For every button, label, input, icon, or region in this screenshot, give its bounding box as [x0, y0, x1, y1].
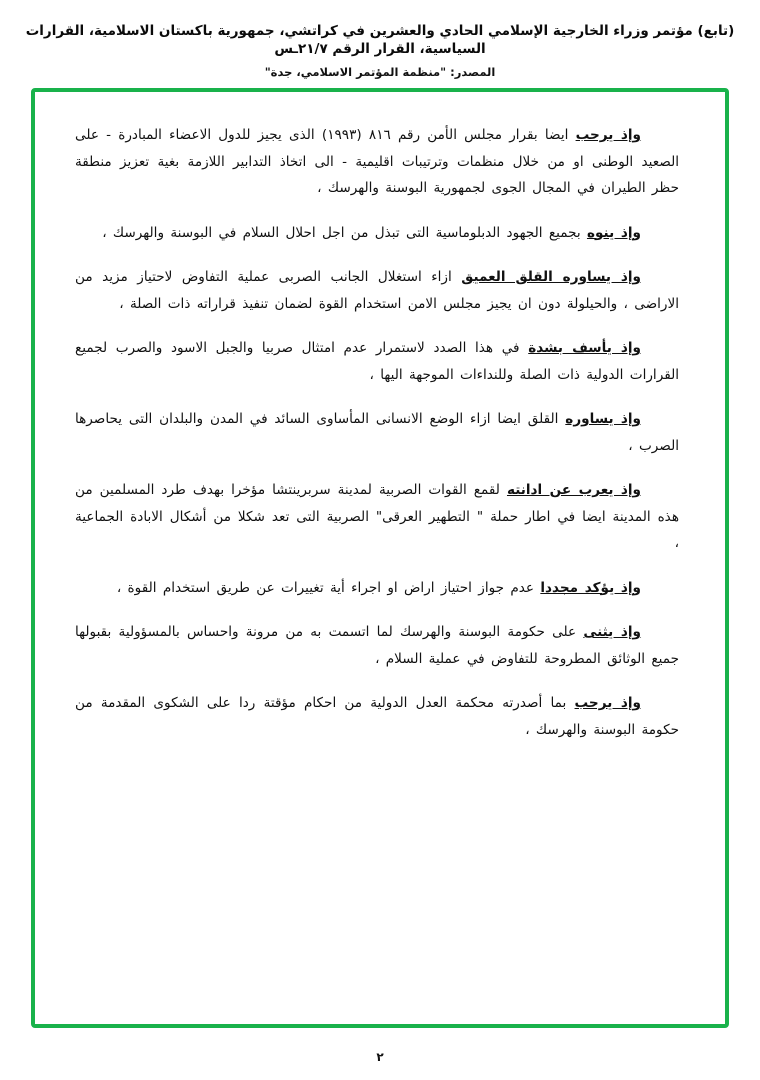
paragraph-text: ايضا بقرار مجلس الأمن رقم ٨١٦ (١٩٩٣) الذى يجيز للدول الاعضاء المبادرة - على الصعيد الوطنى او من خلال منظمات وترتيبات اقليمية - الى اتخاذ التدابير اللازمة بغية تعزيز منطقة حظر الطيران في المجال الجوى لجمهورية البوسنة والهرسك ،: [75, 127, 679, 196]
paragraph: [75, 619, 679, 672]
paragraph: [75, 575, 679, 602]
paragraph: [75, 406, 679, 459]
paragraph-lead: وإذ يرحب: [574, 695, 641, 711]
paragraph: [75, 264, 679, 317]
paragraph-lead: وإذ يساوره القلق العميق: [461, 269, 641, 285]
header-title-line: (تابع) مؤتمر وزراء الخارجية الإسلامي الحادي والعشرين في كراتشي، جمهورية باكستان الاسلامية، القرارات السياسية، القرار الرقم ٢١/٧ـس: [25, 23, 735, 58]
paragraph-text: عدم جواز احتياز اراض او اجراء أية تغييرات عن طريق استخدام القوة ،: [116, 579, 535, 596]
paragraph-text: لقمع القوات الصربية لمدينة سربرينتشا مؤخرا بهدف طرد المسلمين من هذه المدينة ايضا في اطار حملة " التطهير العرقى" الصربية التى تعد شكلا من أشكال الابادة الجماعية ،: [75, 482, 679, 551]
paragraph: [75, 220, 679, 247]
paragraph: [75, 122, 679, 202]
paragraph-text: على حكومة البوسنة والهرسك لما اتسمت به من مرونة واحساس بالمسؤولية بقبولها جميع الوثائق المطروحة للتفاوض في عملية السلام ،: [75, 624, 679, 667]
paragraph-text: بجميع الجهود الدبلوماسية التى تبذل من اجل احلال السلام في البوسنة والهرسك ،: [102, 224, 581, 241]
paragraph-text: القلق ايضا ازاء الوضع الانسانى المأساوى السائد في المدن والبلدان التى يحاصرها الصرب ،: [75, 411, 679, 454]
document-body: [35, 92, 725, 1024]
paragraph-text: في هذا الصدد لاستمرار عدم امتثال صربيا والجبل الاسود والصرب لجميع القرارات الدولية ذات الصلة وللنداءات الموجهة اليها ،: [75, 340, 679, 383]
paragraph: [75, 335, 679, 388]
green-content-frame: [31, 88, 729, 1028]
paragraph-lead: وإذ يثنى: [583, 624, 642, 640]
paragraph-lead: وإذ يؤكد مجددا: [540, 579, 641, 596]
paragraph: [75, 477, 679, 557]
paragraph-lead: وإذ يأسف بشدة: [528, 340, 641, 356]
paragraph: [75, 690, 679, 743]
paragraph-lead: وإذ يعرب عن ادانته: [506, 482, 641, 498]
document-header: [0, 0, 760, 79]
header-source-line: المصدر: "منظمة المؤتمر الاسلامي، جدة": [264, 65, 496, 80]
paragraph-lead: وإذ يرحب: [575, 127, 642, 143]
paragraph-lead: وإذ يساوره: [565, 411, 641, 427]
page-number: ٢: [376, 1050, 384, 1064]
paragraph-text: بما أصدرته محكمة العدل الدولية من احكام مؤقتة ردا على الشكوى المقدمة من حكومة البوسنة والهرسك ،: [75, 695, 679, 738]
paragraph-text: ازاء استغلال الجانب الصربى عملية التفاوض لاحتياز مزيد من الاراضى ، والحيلولة دون ان يجيز مجلس الامن استخدام القوة لضمان تنفيذ قراراته ذات الصلة ،: [75, 269, 679, 312]
paragraph-lead: وإذ ينوه: [586, 224, 641, 241]
